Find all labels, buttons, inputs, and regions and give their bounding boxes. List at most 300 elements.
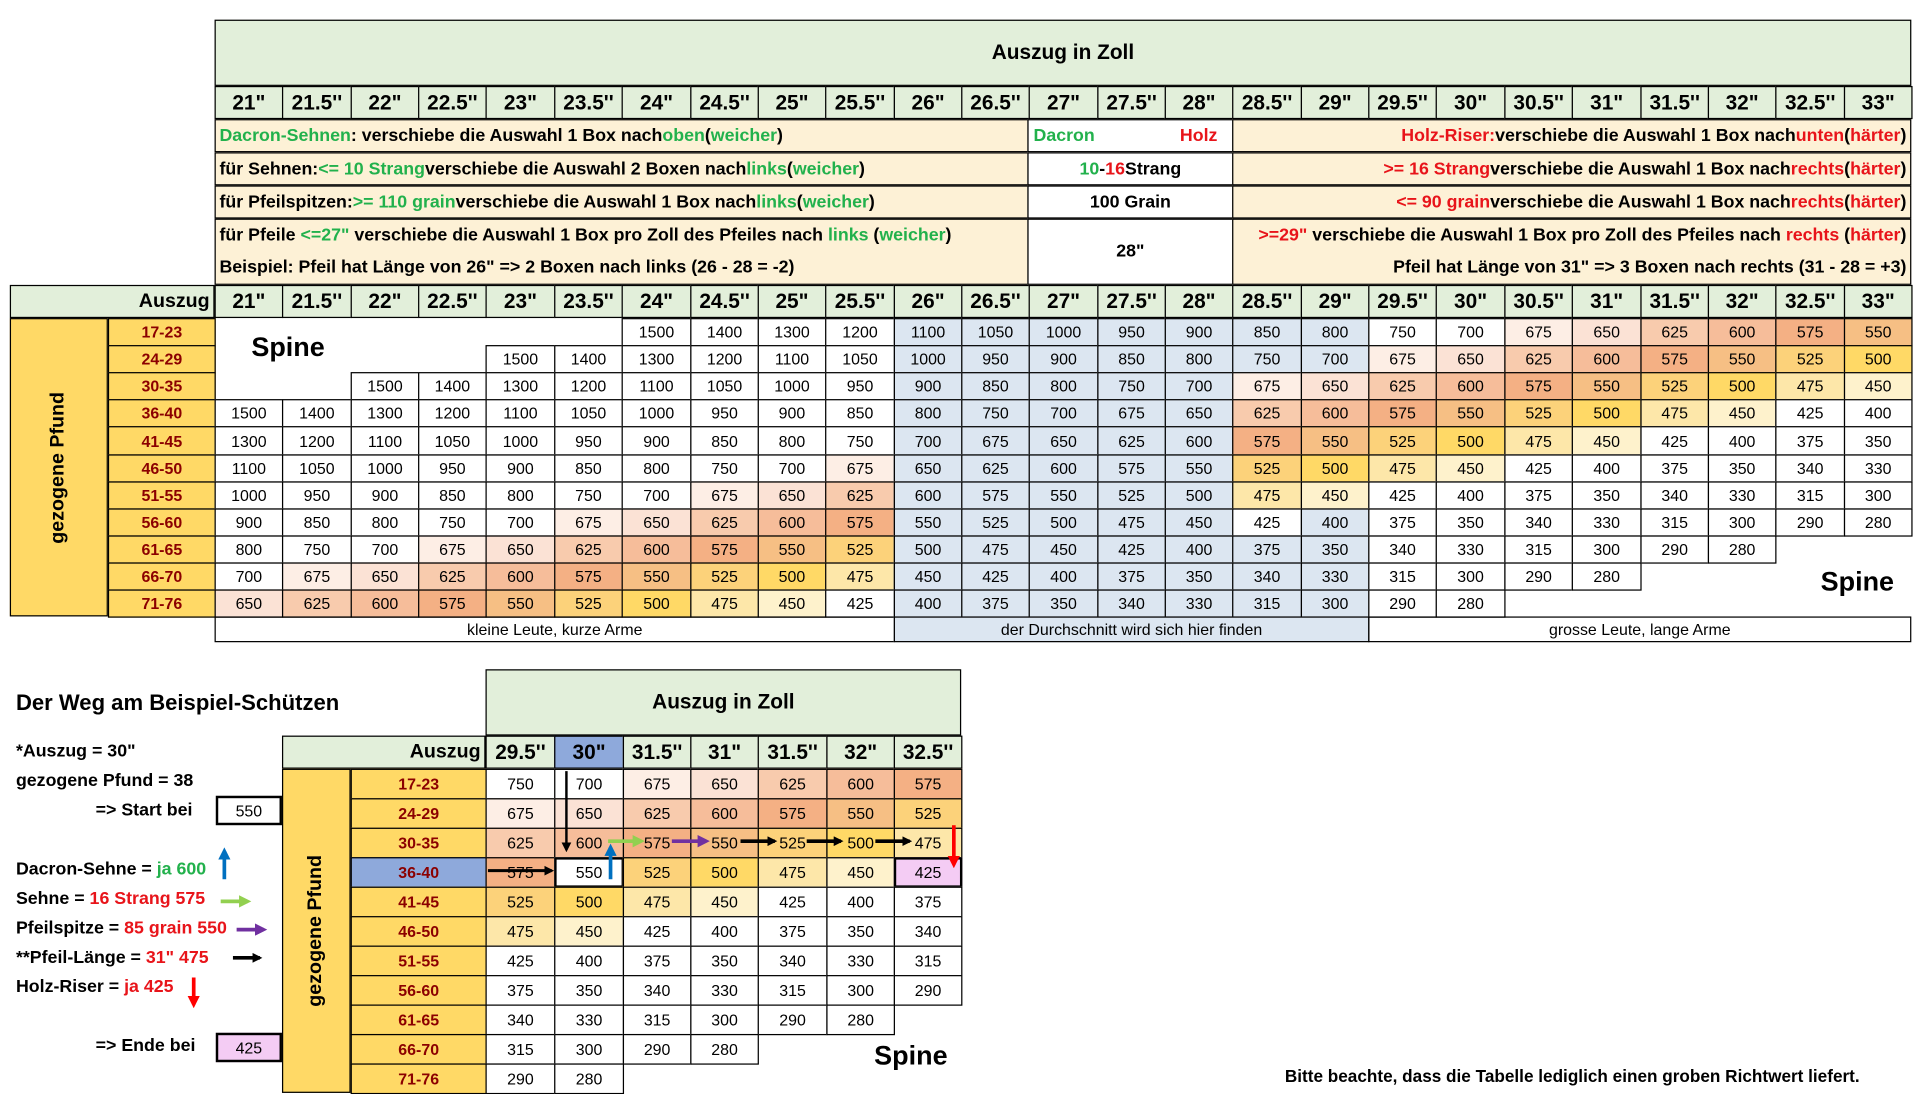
spine-cell: 600	[485, 562, 555, 590]
example-spine-cell: 575	[758, 798, 828, 829]
example-spine-cell: 675	[623, 769, 692, 800]
spine-cell: 625	[1504, 345, 1573, 373]
main-row-label: 36-40	[108, 399, 216, 427]
dacron-label: Dacron	[1033, 125, 1095, 146]
example-row-label: 24-29	[351, 798, 487, 829]
example-spine-cell: 315	[623, 1005, 692, 1036]
spine-cell: 800	[485, 481, 555, 509]
note-fragment: härter	[1850, 192, 1901, 212]
spine-cell: 750	[1368, 318, 1437, 346]
spine-cell: 1050	[282, 454, 352, 482]
main-col-header-a: 28.5''	[1232, 86, 1302, 119]
example-row-label: 51-55	[351, 946, 487, 977]
note-holz-riser	[1232, 119, 1911, 152]
spine-cell: 900	[1029, 345, 1099, 373]
spine-cell: 400	[1844, 399, 1913, 427]
note-fragment: Dacron-Sehne =	[15, 859, 157, 880]
spine-cell: 625	[1640, 318, 1709, 346]
spine-cell: 800	[894, 399, 963, 427]
spine-cell: 650	[1572, 318, 1642, 346]
note-fragment: Holz-Riser:	[1401, 125, 1496, 146]
example-col-header: 31"	[690, 736, 759, 769]
spine-cell: 900	[485, 454, 555, 482]
example-spine-cell: 315	[894, 946, 963, 977]
spine-cell: 1200	[282, 426, 352, 455]
note-fragment: links	[746, 159, 787, 179]
spine-cell: 650	[1436, 345, 1506, 373]
main-row-label: 17-23	[108, 318, 216, 346]
spine-cell: 1100	[894, 318, 963, 346]
example-spine-cell: 550	[826, 798, 895, 829]
spine-cell: 550	[485, 589, 555, 617]
note-fragment: verschiebe die Auswahl 1 Box pro Zoll des Pfeiles nach	[349, 225, 828, 246]
main-col-header-b: 25.5''	[825, 285, 895, 318]
note-fragment: )	[859, 159, 865, 179]
spine-cell: 675	[690, 481, 759, 509]
example-row-label: 30-35	[351, 828, 487, 859]
example-row-label: 41-45	[351, 887, 487, 918]
spine-cell: 280	[1708, 535, 1777, 563]
note-fragment: weicher	[710, 125, 777, 146]
note-fragment: verschiebe die Auswahl 1 Box nach	[1490, 192, 1791, 212]
note-fragment: (	[1839, 225, 1851, 246]
spine-cell: 650	[485, 535, 555, 563]
spine-cell: 1000	[1029, 318, 1099, 346]
center-dacron-holz	[1027, 119, 1233, 152]
main-vertical-label: gezogene Pfund	[10, 318, 108, 616]
spine-cell: 1300	[215, 426, 284, 455]
spine-cell: 475	[1232, 481, 1302, 509]
example-spine-cell: 450	[554, 916, 624, 947]
spine-cell: 850	[1097, 345, 1166, 373]
note-fragment: Holz-Riser =	[15, 977, 125, 998]
spine-cell: 1100	[622, 372, 692, 400]
spine-cell: 600	[622, 535, 692, 563]
spine-cell: 800	[1029, 372, 1099, 400]
example-col-header: 31.5''	[758, 736, 828, 769]
note-fragment: rechts	[1790, 192, 1845, 212]
note-fragment: <= 10 Strang	[318, 159, 425, 179]
main-col-header-b: 21.5''	[282, 285, 352, 318]
main-col-header-a: 21"	[215, 86, 284, 119]
footer-average: der Durchschnitt wird sich hier finden	[894, 616, 1370, 642]
note-fragment: 16 Strang 575	[89, 889, 206, 909]
main-col-header-a: 29"	[1301, 86, 1370, 119]
strang-max: 16	[1105, 159, 1125, 179]
spine-cell: 1400	[554, 345, 623, 373]
example-spine-cell: 400	[690, 916, 759, 947]
example-spine-cell: 525	[485, 887, 555, 918]
spine-cell: 1200	[690, 345, 759, 373]
example-col-header: 32"	[826, 736, 895, 769]
spine-cell: 650	[1029, 426, 1099, 455]
spine-cell: 1400	[418, 372, 487, 400]
example-spine-cell: 290	[623, 1034, 692, 1065]
spine-cell: 300	[1844, 481, 1913, 509]
example-spine-cell: 300	[690, 1005, 759, 1036]
example-spine-cell: 340	[894, 916, 963, 947]
spine-cell: 375	[1504, 481, 1573, 509]
main-col-header-a: 24.5''	[690, 86, 759, 119]
example-spine-cell: 340	[758, 946, 828, 977]
spine-cell: 425	[1097, 535, 1166, 563]
spine-cell: 280	[1436, 589, 1506, 617]
spine-cell: 1500	[351, 372, 420, 400]
note-line	[219, 226, 951, 246]
example-spine-cell: 700	[554, 769, 624, 800]
main-col-header-b: 33"	[1844, 285, 1913, 318]
spine-cell: 750	[1097, 372, 1166, 400]
spine-cell: 650	[1301, 372, 1370, 400]
spine-cell: 675	[825, 454, 895, 482]
note-fragment: Pfeil hat Länge von 31" => 3 Boxen nach rechts (31 - 28 = +3)	[1393, 257, 1907, 278]
spine-cell: 1000	[351, 454, 420, 482]
spine-cell: 425	[1775, 399, 1845, 427]
spine-cell: 650	[622, 508, 692, 536]
example-spine-cell: 600	[554, 828, 624, 859]
note-fragment: verschiebe die Auswahl 1 Box nach	[1495, 125, 1796, 146]
spine-cell: 375	[961, 589, 1030, 617]
spine-cell: 315	[1640, 508, 1709, 536]
spine-cell: 330	[1708, 481, 1777, 509]
note-strang-hard	[1232, 152, 1911, 185]
example-step	[16, 977, 174, 997]
spine-cell: 450	[1029, 535, 1099, 563]
spine-cell: 330	[1301, 562, 1370, 590]
spine-cell: 700	[1436, 318, 1506, 346]
footer-small: kleine Leute, kurze Arme	[215, 616, 895, 642]
example-spine-cell: 575	[485, 857, 555, 888]
example-col-header: 32.5''	[894, 736, 963, 769]
spine-cell: 600	[894, 481, 963, 509]
spine-cell: 950	[282, 481, 352, 509]
example-spine-cell: 340	[623, 975, 692, 1006]
note-fragment: verschiebe die Auswahl 2 Boxen nach	[424, 159, 747, 179]
example-spine-cell: 290	[485, 1063, 555, 1094]
example-spine-cell: 315	[485, 1034, 555, 1065]
spine-cell: 675	[282, 562, 352, 590]
example-col-header: 29.5''	[485, 736, 555, 769]
spine-cell: 575	[418, 589, 487, 617]
spine-cell: 475	[1368, 454, 1437, 482]
spine-cell: 1400	[282, 399, 352, 427]
note-fragment: => Start bei	[95, 800, 193, 821]
note-line	[1258, 226, 1906, 246]
spine-cell: 425	[1504, 454, 1573, 482]
note-fragment: verschiebe die Auswahl 1 Box pro Zoll des Pfeiles nach	[1307, 225, 1786, 246]
spine-cell: 675	[418, 535, 487, 563]
example-spine-cell: 350	[690, 946, 759, 977]
spine-cell: 625	[825, 481, 895, 509]
spine-cell: 290	[1640, 535, 1709, 563]
note-fragment: (	[1844, 125, 1851, 146]
spine-cell: 525	[1640, 372, 1709, 400]
spine-cell: 550	[1301, 426, 1370, 455]
spine-cell: 575	[1640, 345, 1709, 373]
spine-cell: 575	[1368, 399, 1437, 427]
note-fragment: oben	[662, 125, 705, 146]
main-col-header-b: 28.5''	[1232, 285, 1302, 318]
example-spine-cell: 375	[623, 946, 692, 977]
example-spine-cell: 280	[554, 1063, 624, 1094]
main-row-label: 61-65	[108, 535, 216, 563]
main-col-header-a: 28"	[1165, 86, 1234, 119]
spine-cell: 1050	[690, 372, 759, 400]
example-spine-cell: 475	[758, 857, 828, 888]
note-fragment: für Pfeile	[219, 225, 301, 246]
main-col-header-b: 30.5''	[1504, 285, 1573, 318]
main-col-header-b: 29"	[1301, 285, 1370, 318]
example-row-label: 56-60	[351, 975, 487, 1006]
example-row-label: 66-70	[351, 1034, 487, 1065]
spine-cell: 425	[1368, 481, 1437, 509]
spine-cell: 525	[825, 535, 895, 563]
spine-cell: 425	[1232, 508, 1302, 536]
spine-cell: 375	[1097, 562, 1166, 590]
spine-cell: 675	[1232, 372, 1302, 400]
spine-cell: 675	[1368, 345, 1437, 373]
spine-cell: 525	[1775, 345, 1845, 373]
main-col-header-b: 32.5''	[1775, 285, 1845, 318]
spine-cell: 350	[1436, 508, 1506, 536]
example-spine-cell: 300	[554, 1034, 624, 1065]
spine-cell: 400	[1436, 481, 1506, 509]
start-value-box: 550	[216, 796, 282, 825]
spine-cell: 550	[1436, 399, 1506, 427]
main-col-header-b: 30"	[1436, 285, 1506, 318]
example-spine-cell: 525	[894, 798, 963, 829]
spine-cell: 850	[554, 454, 623, 482]
main-col-header-a: 33"	[1844, 86, 1913, 119]
note-fragment: verschiebe die Auswahl 1 Box nach	[1490, 159, 1791, 179]
example-spine-cell: 290	[894, 975, 963, 1006]
center-strang	[1027, 152, 1233, 185]
spine-cell: 600	[1436, 372, 1506, 400]
spine-cell: 1100	[351, 426, 420, 455]
spine-cell: 375	[1368, 508, 1437, 536]
example-spine-cell: 575	[894, 769, 963, 800]
note-fragment: (	[1844, 159, 1851, 179]
spine-cell: 280	[1572, 562, 1642, 590]
spine-cell: 1100	[758, 345, 827, 373]
main-row-header: Auszug	[10, 285, 215, 318]
spine-cell: 500	[1844, 345, 1913, 373]
spine-cell: 280	[1844, 508, 1913, 536]
spine-cell: 500	[1436, 426, 1506, 455]
example-spine-cell: 400	[826, 887, 895, 918]
spine-cell: 800	[215, 535, 284, 563]
example-step	[16, 889, 205, 909]
spine-cell: 800	[758, 426, 827, 455]
example-spine-cell: 290	[758, 1005, 828, 1036]
spine-cell: 625	[690, 508, 759, 536]
example-spine-cell: 280	[690, 1034, 759, 1065]
spine-cell: 1100	[485, 399, 555, 427]
main-col-header-a: 27"	[1029, 86, 1099, 119]
spine-cell: 340	[1368, 535, 1437, 563]
spine-cell: 475	[825, 562, 895, 590]
main-col-header-a: 30.5''	[1504, 86, 1573, 119]
note-fragment: links	[756, 192, 797, 212]
main-spine-label-bottom: Spine	[1820, 566, 1895, 597]
spine-cell: 550	[894, 508, 963, 536]
spine-cell: 500	[1301, 454, 1370, 482]
main-col-header-b: 27"	[1029, 285, 1099, 318]
footer-tall: grosse Leute, lange Arme	[1368, 616, 1911, 642]
note-fragment: härter	[1850, 125, 1901, 146]
main-col-header-b: 23"	[485, 285, 555, 318]
note-fragment: *Auszug = 30"	[15, 741, 136, 762]
example-col-header: 30"	[554, 736, 624, 769]
main-col-header-b: 26"	[894, 285, 963, 318]
spine-cell: 330	[1165, 589, 1234, 617]
spine-cell: 700	[215, 562, 284, 590]
main-col-header-a: 29.5''	[1368, 86, 1437, 119]
spine-cell: 500	[1029, 508, 1099, 536]
spine-cell: 625	[554, 535, 623, 563]
spine-cell: 750	[825, 426, 895, 455]
main-row-label: 66-70	[108, 562, 216, 590]
spine-cell: 600	[1165, 426, 1234, 455]
spine-cell: 1000	[894, 345, 963, 373]
example-spine-cell: 600	[690, 798, 759, 829]
example-table-title: Auszug in Zoll	[485, 669, 961, 735]
spine-cell: 450	[1708, 399, 1777, 427]
main-col-header-a: 25.5''	[825, 86, 895, 119]
spine-cell: 750	[690, 454, 759, 482]
main-row-label: 71-76	[108, 589, 216, 617]
note-fragment: für Pfeilspitzen:	[219, 192, 353, 212]
spine-cell: 475	[1775, 372, 1845, 400]
spine-cell: 800	[1301, 318, 1370, 346]
spine-cell: 450	[1436, 454, 1506, 482]
spine-cell: 950	[554, 426, 623, 455]
note-fragment: 85 grain 550	[124, 918, 227, 939]
spine-cell: 400	[1301, 508, 1370, 536]
note-pfeil-laenge	[215, 219, 1029, 285]
spine-cell: 340	[1097, 589, 1166, 617]
spine-cell: 1000	[622, 399, 692, 427]
spine-cell: 575	[1775, 318, 1845, 346]
main-col-header-b: 25"	[758, 285, 827, 318]
note-fragment: )	[1900, 192, 1907, 212]
main-col-header-a: 32"	[1708, 86, 1777, 119]
main-row-label: 24-29	[108, 345, 216, 373]
spine-cell: 425	[825, 589, 895, 617]
spine-cell: 475	[1640, 399, 1709, 427]
spine-cell: 1300	[351, 399, 420, 427]
note-fragment: (	[1844, 192, 1851, 212]
example-spine-cell: 750	[485, 769, 555, 800]
spine-cell: 900	[215, 508, 284, 536]
strang-min: 10	[1079, 159, 1100, 179]
note-fragment: für Sehnen:	[219, 159, 319, 179]
example-spine-cell: 625	[485, 828, 555, 859]
spine-cell: 525	[554, 589, 623, 617]
note-dacron	[215, 119, 1029, 152]
spine-cell: 375	[1232, 535, 1302, 563]
spine-cell: 675	[554, 508, 623, 536]
note-pfeil-hard	[1232, 219, 1911, 285]
example-spine-cell: 375	[485, 975, 555, 1006]
spine-cell: 625	[1232, 399, 1302, 427]
example-step	[16, 771, 193, 791]
spine-cell: 500	[1572, 399, 1642, 427]
spine-cell: 400	[1165, 535, 1234, 563]
note-fragment: )	[1900, 125, 1907, 146]
main-col-header-b: 24"	[622, 285, 692, 318]
example-row-label: 17-23	[351, 769, 487, 800]
note-fragment: (	[786, 159, 793, 179]
spine-cell: 850	[1232, 318, 1302, 346]
spine-cell: 650	[894, 454, 963, 482]
main-col-header-b: 21"	[215, 285, 284, 318]
spine-cell: 1200	[554, 372, 623, 400]
spine-cell: 575	[961, 481, 1030, 509]
note-fragment: )	[776, 125, 783, 146]
spine-cell: 1050	[961, 318, 1030, 346]
example-step	[16, 860, 206, 880]
spine-cell: 475	[690, 589, 759, 617]
main-col-header-a: 30"	[1436, 86, 1506, 119]
example-spine-cell: 600	[826, 769, 895, 800]
main-col-header-a: 23"	[485, 86, 555, 119]
example-spine-cell: 625	[758, 769, 828, 800]
spine-cell: 450	[1572, 426, 1642, 455]
main-col-header-b: 26.5''	[961, 285, 1030, 318]
spine-cell: 850	[282, 508, 352, 536]
spine-cell: 290	[1504, 562, 1573, 590]
spine-cell: 625	[961, 454, 1030, 482]
spine-cell: 290	[1368, 589, 1437, 617]
spine-cell: 900	[894, 372, 963, 400]
spine-cell: 350	[1301, 535, 1370, 563]
spine-cell: 315	[1775, 481, 1845, 509]
main-col-header-a: 24"	[622, 86, 692, 119]
spine-cell: 650	[215, 589, 284, 617]
spine-cell: 550	[1572, 372, 1642, 400]
example-spine-cell: 425	[485, 946, 555, 977]
spine-cell: 700	[622, 481, 692, 509]
note-fragment: )	[1900, 159, 1907, 179]
example-spine-cell: 675	[485, 798, 555, 829]
spine-cell: 675	[961, 426, 1030, 455]
main-row-label: 41-45	[108, 426, 216, 455]
example-spine-cell: 350	[554, 975, 624, 1006]
spine-cell: 300	[1708, 508, 1777, 536]
note-fragment: härter	[1850, 225, 1901, 246]
example-spine-cell: 375	[894, 887, 963, 918]
spine-cell: 1050	[554, 399, 623, 427]
note-fragment: Beispiel: Pfeil hat Länge von 26" => 2 Boxen nach links (26 - 28 = -2)	[219, 257, 795, 278]
spine-cell: 625	[418, 562, 487, 590]
spine-cell: 1400	[690, 318, 759, 346]
spine-cell: 375	[1775, 426, 1845, 455]
note-fragment: Dacron-Sehnen	[219, 125, 351, 146]
spine-cell: 475	[1504, 426, 1573, 455]
main-col-header-a: 21.5''	[282, 86, 352, 119]
main-col-header-a: 31.5''	[1640, 86, 1709, 119]
example-spine-cell: 550	[554, 857, 624, 888]
example-spine-cell: 550	[690, 828, 759, 859]
example-spine-cell: 330	[554, 1005, 624, 1036]
center-grain: 100 Grain	[1027, 185, 1233, 218]
example-spine-cell: 475	[894, 828, 963, 859]
spine-cell: 600	[1029, 454, 1099, 482]
spine-cell: 550	[1029, 481, 1099, 509]
example-step	[96, 1036, 196, 1056]
note-fragment: ja 425	[124, 977, 174, 998]
